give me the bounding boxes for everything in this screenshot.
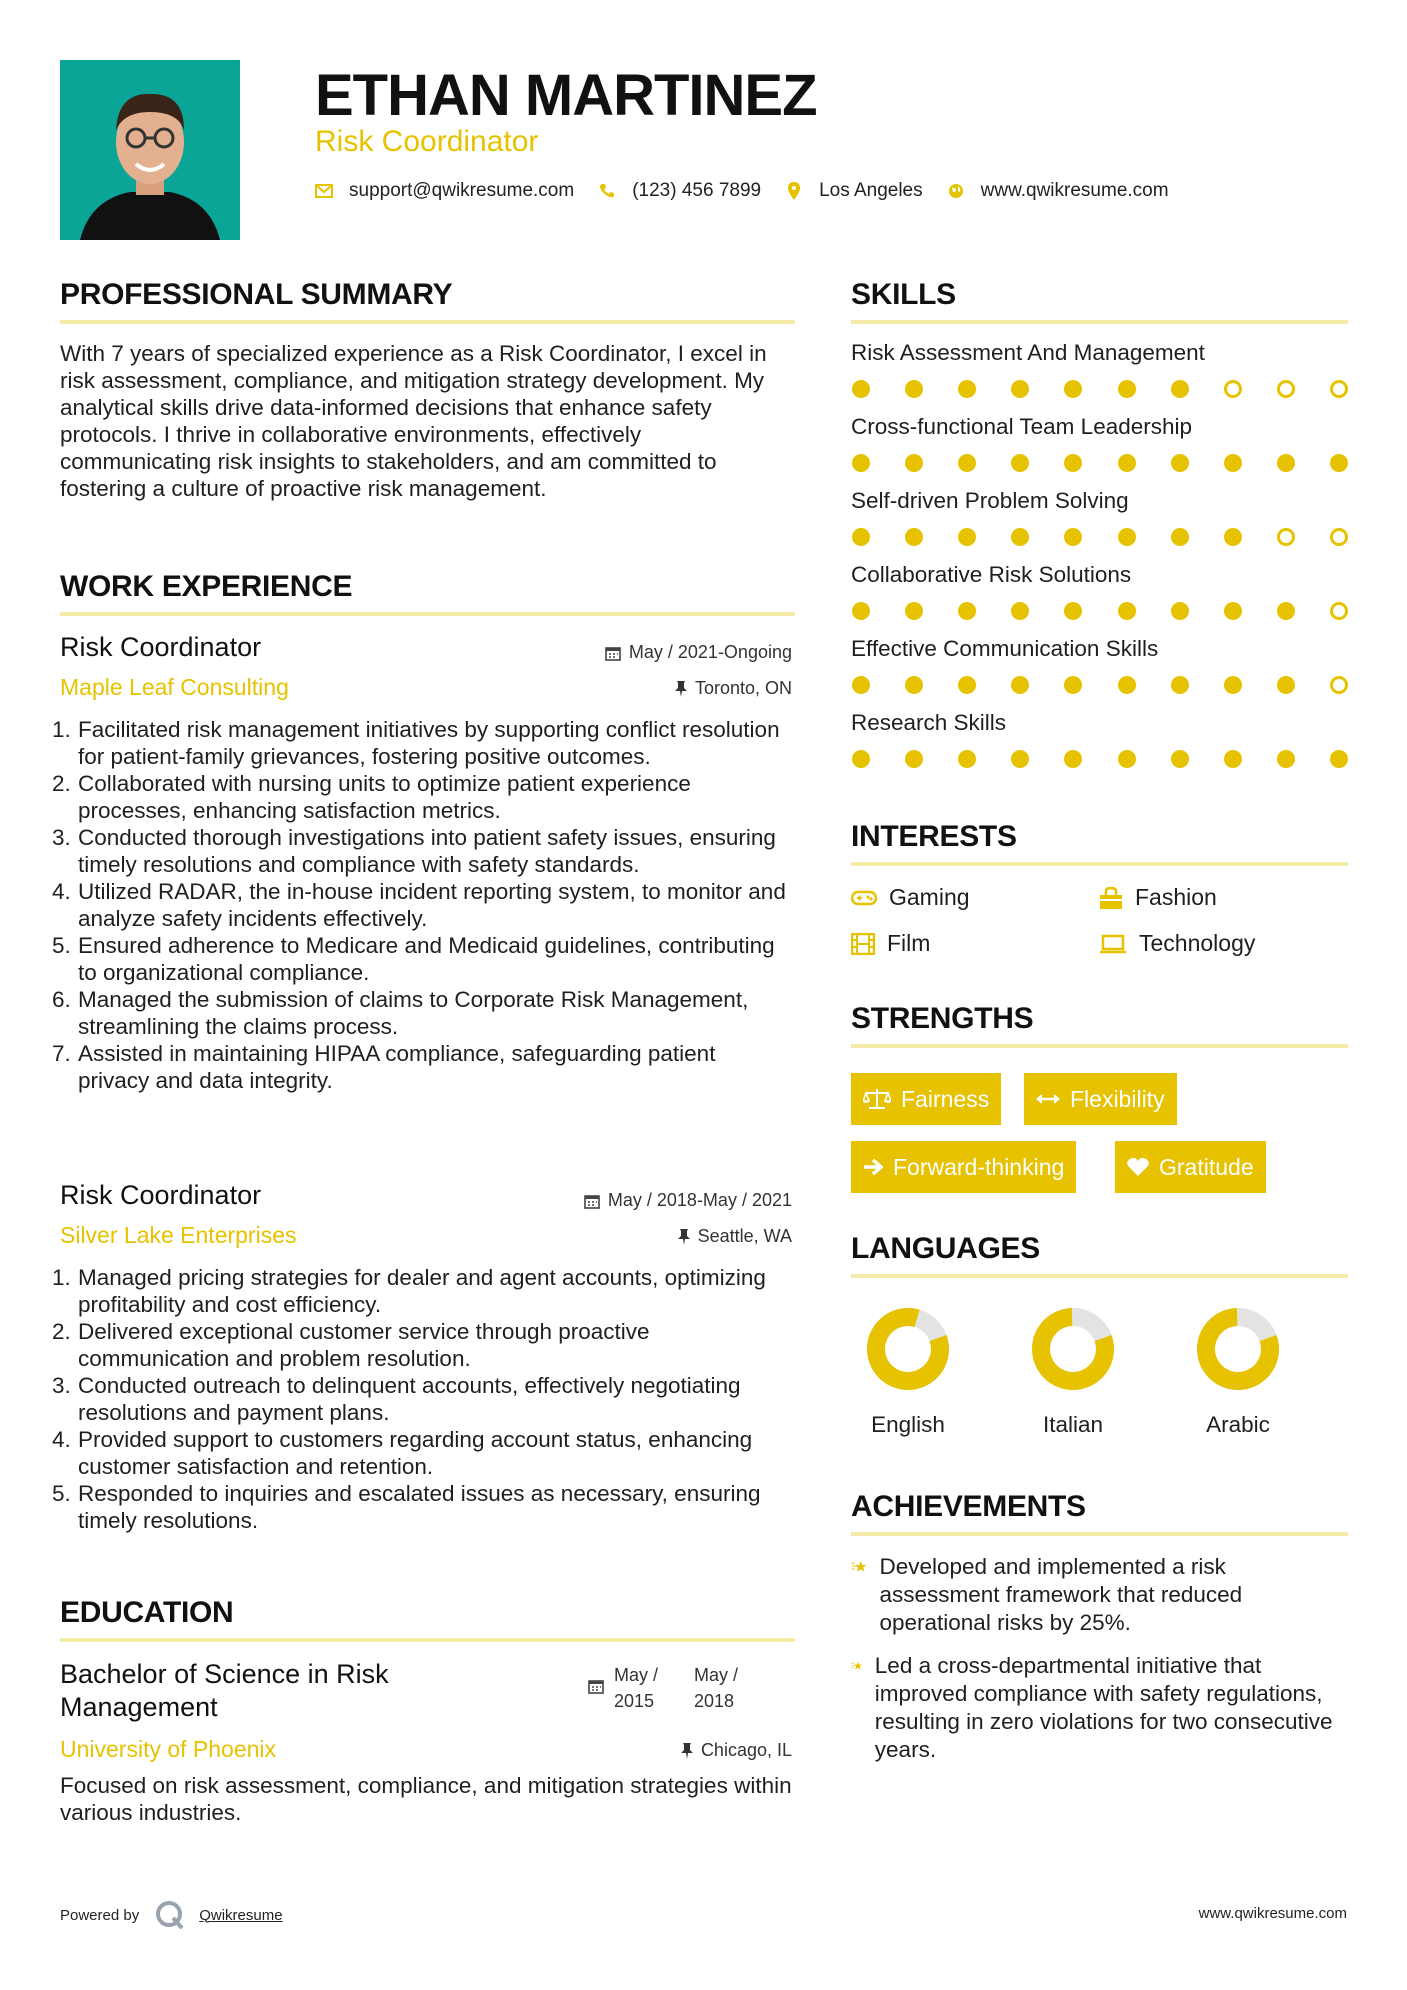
rating-dot-filled bbox=[1277, 602, 1295, 620]
rating-dot-filled bbox=[1171, 528, 1189, 546]
bullet-number: 5. bbox=[52, 1481, 71, 1506]
job-date-text: May / 2018-May / 2021 bbox=[607, 1190, 792, 1210]
gamepad-icon bbox=[851, 890, 877, 906]
job-bullet bbox=[52, 1318, 792, 1372]
interest-label: Fashion bbox=[1135, 884, 1217, 910]
bullet-number: 4. bbox=[52, 879, 71, 904]
language-name: English bbox=[871, 1412, 945, 1437]
skill-rating bbox=[852, 676, 1348, 694]
skill-name: Risk Assessment And Management bbox=[851, 340, 1205, 365]
strength-badge bbox=[1024, 1073, 1177, 1125]
interests-heading: INTERESTS bbox=[851, 820, 1017, 853]
bullet-number: 1. bbox=[52, 1265, 71, 1290]
contact-email[interactable]: support@qwikresume.com bbox=[349, 180, 575, 201]
candidate-role: Risk Coordinator bbox=[315, 125, 539, 158]
job-date-text: May / 2021-Ongoing bbox=[628, 642, 792, 662]
pushpin-icon bbox=[675, 681, 687, 697]
rating-dot-filled bbox=[852, 602, 870, 620]
footer-website[interactable]: www.qwikresume.com bbox=[1198, 1905, 1347, 1922]
job-bullet bbox=[52, 1372, 792, 1426]
strength-label: Forward-thinking bbox=[893, 1153, 1065, 1180]
rating-dot-filled bbox=[905, 380, 923, 398]
rating-dot-filled bbox=[852, 380, 870, 398]
summary-divider bbox=[60, 320, 795, 324]
skill-rating bbox=[852, 454, 1348, 472]
education-divider bbox=[60, 1638, 795, 1642]
bullet-text: Responded to inquiries and escalated issues as necessary, ensuring timely resolutions. bbox=[78, 1481, 761, 1533]
rating-dot-filled bbox=[905, 454, 923, 472]
rating-dot-filled bbox=[1224, 676, 1242, 694]
rating-dot-filled bbox=[1171, 676, 1189, 694]
pushpin-icon bbox=[681, 1743, 693, 1759]
job-bullets bbox=[52, 1264, 792, 1534]
bullet-text: Utilized RADAR, the in-house incident reporting system, to monitor and analyze safety incidents effectively. bbox=[78, 879, 786, 931]
rating-dot-filled bbox=[1064, 454, 1082, 472]
bullet-text: Facilitated risk management initiatives by supporting conflict resolution for patient-family grievances, fostering positive outcomes. bbox=[78, 717, 780, 769]
job-bullet bbox=[52, 1480, 792, 1534]
skill-name: Self-driven Problem Solving bbox=[851, 488, 1129, 513]
job-bullet bbox=[52, 1040, 792, 1094]
rating-dot-filled bbox=[1224, 454, 1242, 472]
rating-dot-filled bbox=[852, 676, 870, 694]
bullet-number: 1. bbox=[52, 717, 71, 742]
rating-dot-filled bbox=[1171, 602, 1189, 620]
strength-badge bbox=[1115, 1141, 1266, 1193]
rating-dot-filled bbox=[905, 602, 923, 620]
contact-bar bbox=[315, 180, 1193, 202]
education-heading: EDUCATION bbox=[60, 1596, 234, 1629]
star-icon bbox=[851, 1652, 863, 1680]
bullet-number: 3. bbox=[52, 1373, 71, 1398]
achievement-text: Led a cross-departmental initiative that improved compliance with safety regulations, resulting in zero violations for two consecutive years. bbox=[874, 1653, 1333, 1762]
film-icon bbox=[851, 933, 875, 955]
arrow-right-icon bbox=[863, 1158, 883, 1176]
rating-dot-filled bbox=[905, 750, 923, 768]
rating-dot-filled bbox=[1277, 750, 1295, 768]
summary-text: With 7 years of specialized experience as a Risk Coordinator, I excel in risk assessment, compliance, and mitigation strategy development. My analytical skills drive data-informed decisions that enhance safety protocols. I thrive in collaborative environments, effectively communicating risk insights to stakeholders, and am committed to fostering a culture of proactive risk management. bbox=[60, 341, 767, 501]
summary-heading: PROFESSIONAL SUMMARY bbox=[60, 278, 453, 311]
envelope-icon bbox=[315, 182, 333, 200]
rating-dot-filled bbox=[852, 454, 870, 472]
job-location bbox=[678, 1226, 792, 1247]
interest-label: Gaming bbox=[889, 884, 970, 910]
job-bullet bbox=[52, 878, 792, 932]
strength-label: Gratitude bbox=[1159, 1153, 1254, 1180]
rating-dot-filled bbox=[852, 528, 870, 546]
interest-item bbox=[1099, 884, 1217, 911]
rating-dot-filled bbox=[1118, 528, 1136, 546]
contact-website[interactable]: www.qwikresume.com bbox=[980, 180, 1169, 201]
rating-dot-filled bbox=[852, 750, 870, 768]
rating-dot-filled bbox=[1118, 676, 1136, 694]
skills-heading: SKILLS bbox=[851, 278, 956, 311]
rating-dot-filled bbox=[1118, 602, 1136, 620]
job-location-text: Seattle, WA bbox=[697, 1226, 792, 1246]
rating-dot-empty bbox=[1330, 380, 1348, 398]
languages-heading: LANGUAGES bbox=[851, 1232, 1040, 1265]
bullet-number: 2. bbox=[52, 771, 71, 796]
rating-dot-empty bbox=[1277, 380, 1295, 398]
powered-by-label: Powered by bbox=[60, 1906, 140, 1924]
degree-line-2: Management bbox=[60, 1692, 218, 1722]
qwikresume-link[interactable]: Qwikresume bbox=[199, 1906, 283, 1924]
job-bullet bbox=[52, 1264, 792, 1318]
job-bullets bbox=[52, 716, 792, 1094]
bullet-number: 2. bbox=[52, 1319, 71, 1344]
arrows-horizontal-icon bbox=[1036, 1092, 1060, 1106]
rating-dot-filled bbox=[1011, 602, 1029, 620]
rating-dot-filled bbox=[1224, 528, 1242, 546]
powered-by bbox=[60, 1900, 283, 1930]
rating-dot-filled bbox=[1064, 380, 1082, 398]
job-title: Risk Coordinator bbox=[60, 1180, 262, 1210]
bag-icon bbox=[1099, 887, 1123, 909]
interest-label: Film bbox=[887, 930, 931, 956]
rating-dot-filled bbox=[958, 380, 976, 398]
rating-dot-filled bbox=[1171, 750, 1189, 768]
edu-end-b: 2018 bbox=[694, 1691, 735, 1711]
bullet-number: 5. bbox=[52, 933, 71, 958]
laptop-icon bbox=[1099, 934, 1127, 954]
rating-dot-filled bbox=[958, 454, 976, 472]
rating-dot-filled bbox=[958, 528, 976, 546]
rating-dot-filled bbox=[1277, 454, 1295, 472]
job-bullet bbox=[52, 1426, 792, 1480]
interest-label: Technology bbox=[1139, 930, 1256, 956]
education-location bbox=[681, 1740, 792, 1761]
phone-icon bbox=[598, 182, 616, 200]
rating-dot-filled bbox=[905, 528, 923, 546]
rating-dot-filled bbox=[1011, 454, 1029, 472]
rating-dot-filled bbox=[1064, 750, 1082, 768]
language-donut bbox=[1028, 1304, 1118, 1394]
rating-dot-filled bbox=[1064, 528, 1082, 546]
achievement-item bbox=[851, 1553, 1351, 1637]
skill-rating bbox=[852, 602, 1348, 620]
bullet-text: Managed pricing strategies for dealer and agent accounts, optimizing profitability and cost efficiency. bbox=[78, 1265, 766, 1317]
interests-divider bbox=[851, 862, 1348, 866]
skills-divider bbox=[851, 320, 1348, 324]
rating-dot-filled bbox=[1118, 380, 1136, 398]
bullet-text: Conducted thorough investigations into patient safety issues, ensuring timely resolutions and compliance with safety standards. bbox=[78, 825, 776, 877]
rating-dot-filled bbox=[1171, 380, 1189, 398]
rating-dot-filled bbox=[1064, 602, 1082, 620]
skill-rating bbox=[852, 380, 1348, 398]
strengths-heading: STRENGTHS bbox=[851, 1002, 1034, 1035]
rating-dot-filled bbox=[1011, 528, 1029, 546]
achievement-text: Developed and implemented a risk assessment framework that reduced operational risks by 25%. bbox=[879, 1554, 1243, 1635]
globe-icon bbox=[947, 182, 965, 200]
job-company: Silver Lake Enterprises bbox=[60, 1222, 297, 1248]
skill-name: Effective Communication Skills bbox=[851, 636, 1159, 661]
rating-dot-filled bbox=[1277, 676, 1295, 694]
degree-title bbox=[60, 1658, 389, 1724]
rating-dot-empty bbox=[1277, 528, 1295, 546]
bullet-text: Managed the submission of claims to Corporate Risk Management, streamlining the claims process. bbox=[78, 987, 749, 1039]
rating-dot-filled bbox=[958, 750, 976, 768]
rating-dot-filled bbox=[1118, 750, 1136, 768]
interest-item bbox=[851, 930, 930, 957]
achievement-item bbox=[851, 1652, 1351, 1764]
rating-dot-filled bbox=[958, 602, 976, 620]
interest-item bbox=[1099, 930, 1255, 957]
calendar-icon bbox=[588, 1678, 604, 1694]
job-bullet bbox=[52, 932, 792, 986]
job-company: Maple Leaf Consulting bbox=[60, 674, 289, 700]
heart-icon bbox=[1127, 1157, 1149, 1177]
job-location bbox=[675, 678, 792, 699]
languages-divider bbox=[851, 1274, 1348, 1278]
job-bullet bbox=[52, 716, 792, 770]
rating-dot-filled bbox=[1224, 750, 1242, 768]
bullet-text: Provided support to customers regarding account status, enhancing customer satisfaction and retention. bbox=[78, 1427, 753, 1479]
education-location-text: Chicago, IL bbox=[700, 1740, 792, 1760]
rating-dot-filled bbox=[1011, 750, 1029, 768]
skill-rating bbox=[852, 528, 1348, 546]
strength-badge bbox=[851, 1073, 1001, 1125]
skill-name: Cross-functional Team Leadership bbox=[851, 414, 1193, 439]
language-item bbox=[1178, 1304, 1298, 1438]
bullet-number: 4. bbox=[52, 1427, 71, 1452]
job-date bbox=[584, 1190, 792, 1211]
job-bullet bbox=[52, 986, 792, 1040]
qwikresume-logo-icon bbox=[155, 1900, 185, 1930]
bullet-text: Delivered exceptional customer service through proactive communication and problem resolution. bbox=[78, 1319, 650, 1371]
edu-end-a: May / bbox=[694, 1665, 739, 1685]
rating-dot-filled bbox=[1118, 454, 1136, 472]
rating-dot-filled bbox=[1330, 454, 1348, 472]
rating-dot-filled bbox=[958, 676, 976, 694]
bullet-number: 3. bbox=[52, 825, 71, 850]
education-dates bbox=[588, 1662, 764, 1714]
job-bullet bbox=[52, 770, 792, 824]
rating-dot-filled bbox=[1064, 676, 1082, 694]
language-donut bbox=[1193, 1304, 1283, 1394]
calendar-icon bbox=[605, 645, 621, 661]
degree-line-1: Bachelor of Science in Risk bbox=[60, 1659, 389, 1689]
candidate-name: ETHAN MARTINEZ bbox=[315, 63, 817, 128]
balance-scale-icon bbox=[863, 1088, 891, 1110]
contact-location: Los Angeles bbox=[819, 180, 923, 201]
star-icon bbox=[851, 1553, 867, 1581]
language-donut bbox=[863, 1304, 953, 1394]
pushpin-icon bbox=[678, 1229, 690, 1245]
rating-dot-filled bbox=[1171, 454, 1189, 472]
rating-dot-filled bbox=[905, 676, 923, 694]
job-bullet bbox=[52, 824, 792, 878]
skill-rating bbox=[852, 750, 1348, 768]
map-pin-icon bbox=[785, 182, 803, 200]
calendar-icon bbox=[584, 1193, 600, 1209]
edu-start-a: May / bbox=[614, 1665, 659, 1685]
rating-dot-filled bbox=[1011, 676, 1029, 694]
rating-dot-filled bbox=[1011, 380, 1029, 398]
language-name: Arabic bbox=[1206, 1412, 1270, 1437]
bullet-text: Conducted outreach to delinquent accounts, effectively negotiating resolutions and payment plans. bbox=[78, 1373, 741, 1425]
language-item bbox=[1013, 1304, 1133, 1438]
rating-dot-empty bbox=[1330, 602, 1348, 620]
education-text: Focused on risk assessment, compliance, and mitigation strategies within various industries. bbox=[60, 1773, 792, 1825]
experience-heading: WORK EXPERIENCE bbox=[60, 570, 353, 603]
rating-dot-filled bbox=[1224, 602, 1242, 620]
edu-start-b: 2015 bbox=[614, 1691, 655, 1711]
profile-photo bbox=[60, 60, 240, 240]
bullet-text: Ensured adherence to Medicare and Medicaid guidelines, contributing to organizational compliance. bbox=[78, 933, 775, 985]
language-item bbox=[848, 1304, 968, 1438]
skill-name: Research Skills bbox=[851, 710, 1007, 735]
achievements-heading: ACHIEVEMENTS bbox=[851, 1490, 1086, 1523]
bullet-text: Collaborated with nursing units to optimize patient experience processes, enhancing satisfaction metrics. bbox=[78, 771, 691, 823]
rating-dot-empty bbox=[1330, 676, 1348, 694]
bullet-number: 6. bbox=[52, 987, 71, 1012]
rating-dot-filled bbox=[1330, 750, 1348, 768]
strengths-divider bbox=[851, 1044, 1348, 1048]
achievements-divider bbox=[851, 1532, 1348, 1536]
rating-dot-empty bbox=[1224, 380, 1242, 398]
strength-badge bbox=[851, 1141, 1076, 1193]
school-name: University of Phoenix bbox=[60, 1736, 277, 1762]
rating-dot-empty bbox=[1330, 528, 1348, 546]
bullet-text: Assisted in maintaining HIPAA compliance, safeguarding patient privacy and data integrity. bbox=[78, 1041, 716, 1093]
job-location-text: Toronto, ON bbox=[694, 678, 792, 698]
strength-label: Flexibility bbox=[1070, 1085, 1165, 1112]
contact-phone[interactable]: (123) 456 7899 bbox=[632, 180, 762, 201]
strength-label: Fairness bbox=[901, 1085, 990, 1112]
interest-item bbox=[851, 884, 970, 911]
language-name: Italian bbox=[1042, 1412, 1104, 1437]
job-date bbox=[605, 642, 792, 663]
experience-divider bbox=[60, 612, 795, 616]
bullet-number: 7. bbox=[52, 1041, 71, 1066]
skill-name: Collaborative Risk Solutions bbox=[851, 562, 1132, 587]
job-title: Risk Coordinator bbox=[60, 632, 262, 662]
